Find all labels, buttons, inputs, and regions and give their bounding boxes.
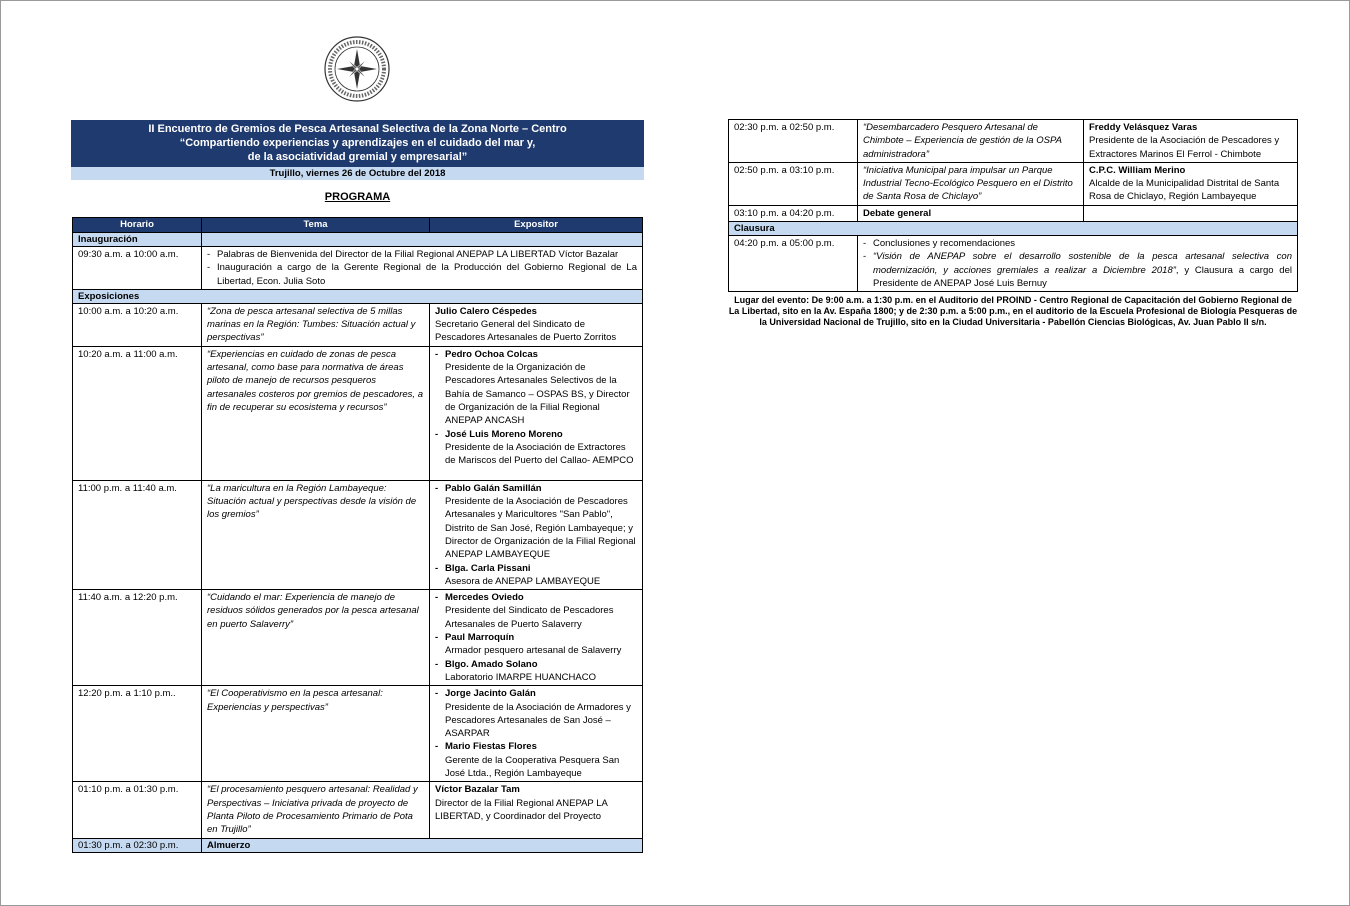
table-row	[73, 686, 643, 782]
row-tema: “Iniciativa Municipal para impulsar un Parque Industrial Tecno-Ecológico Pesquero en el Distrito de Santa Rosa de Chiclayo”	[858, 162, 1084, 205]
table-header-row	[73, 218, 643, 233]
table-row	[73, 782, 643, 838]
list-item: - Conclusiones y recomendaciones	[863, 237, 1292, 250]
row-time: 02:50 p.m. a 03:10 p.m.	[729, 162, 858, 205]
closing-talk-rest: , y Clausura a cargo del Presidente de ANEPAP José Luis Bernuy	[873, 264, 1292, 289]
column-header-horario: Horario	[73, 218, 202, 233]
event-date: Trujillo, viernes 26 de Octubre del 2018	[71, 167, 644, 180]
row-expositor	[430, 590, 643, 686]
speaker-name: - Blga. Carla Pissani	[435, 562, 637, 575]
speaker-name: Víctor Bazalar Tam	[435, 784, 520, 796]
list-item: - Inauguración a cargo de la Gerente Regional de la Producción del Gobierno Regional de La Libertad, Econ. Julia Soto	[207, 261, 637, 288]
row-time: 01:30 p.m. a 02:30 p.m.	[73, 838, 202, 852]
speaker-name: - Jorge Jacinto Galán	[435, 687, 637, 700]
table-row	[729, 205, 1298, 221]
speaker-name: Freddy Velásquez Varas	[1089, 122, 1198, 133]
anepap-compass-seal-icon	[322, 34, 392, 104]
speaker-name: C.P.C. William Merino	[1089, 164, 1186, 176]
program-table-left	[72, 217, 643, 853]
speaker-name: - Blgo. Amado Solano	[435, 658, 637, 671]
event-title-line-3: de la asociatividad gremial y empresarial”	[247, 151, 468, 163]
row-content	[858, 236, 1298, 292]
table-row-almuerzo	[73, 838, 643, 852]
section-label: Exposiciones	[73, 289, 643, 303]
list-item	[863, 250, 1292, 290]
row-tema: “Desembarcadero Pesquero Artesanal de Chimbote – Experiencia de gestión de la OSPA administradora”	[858, 120, 1084, 163]
row-tema: “Zona de pesca artesanal selectiva de 5 millas marinas en la Región: Tumbes: Situación actual y perspectivas”	[202, 303, 430, 346]
list-item: - Palabras de Bienvenida del Director de la Filial Regional ANEPAP LA LIBERTAD Víctor Bazalar	[207, 248, 637, 261]
row-time: 11:40 a.m. a 12:20 p.m.	[73, 590, 202, 686]
row-expositor	[430, 782, 643, 838]
speaker-desc: Presidente de la Asociación de Pescadores Artesanales y Maricultores "San Pablo", Distrito de San José, Región Lambayeque; y Director de Organización de la Filial Regional ANEPAP LAMBAYEQUE	[445, 496, 636, 561]
row-time: 12:20 p.m. a 1:10 p.m..	[73, 686, 202, 782]
event-title-line-1: II Encuentro de Gremios de Pesca Artesanal Selectiva de la Zona Norte – Centro	[148, 123, 567, 135]
row-expositor	[1084, 120, 1298, 163]
program-table-right	[728, 119, 1298, 292]
row-expositor	[1084, 162, 1298, 205]
speaker-name: - Mercedes Oviedo	[435, 591, 637, 604]
row-time: 09:30 a.m. a 10:00 a.m.	[73, 247, 202, 290]
table-row	[73, 480, 643, 589]
row-time: 01:10 p.m. a 01:30 p.m.	[73, 782, 202, 838]
table-row	[73, 346, 643, 480]
speaker-name: Julio Calero Céspedes	[435, 305, 537, 317]
speaker-desc: Alcalde de la Municipalidad Distrital de Santa Rosa de Chiclayo, Región Lambayeque	[1089, 178, 1280, 203]
row-time: 02:30 p.m. a 02:50 p.m.	[729, 120, 858, 163]
row-expositor	[430, 346, 643, 480]
table-row	[729, 236, 1298, 292]
column-header-tema: Tema	[202, 218, 430, 233]
section-row-exposiciones	[73, 289, 643, 303]
row-time: 10:20 a.m. a 11:00 a.m.	[73, 346, 202, 480]
speaker-desc: Presidente del Sindicato de Pescadores Artesanales de Puerto Salaverry	[445, 605, 614, 630]
speaker-desc: Gerente de la Cooperativa Pesquera San José Ltda., Región Lambayeque	[445, 754, 620, 780]
table-row	[729, 162, 1298, 205]
table-row	[73, 247, 643, 290]
row-time: 11:00 p.m. a 11:40 a.m.	[73, 480, 202, 589]
row-label: Almuerzo	[202, 838, 643, 852]
speaker-desc: Asesora de ANEPAP LAMBAYEQUE	[445, 575, 601, 587]
row-tema: “Experiencias en cuidado de zonas de pesca artesanal, como base para normativa de áreas piloto de manejo de recursos pesqueros artesanales costeros por gremios de pescadores, a fin de recuperar su ecosistema y recursos”	[202, 346, 430, 480]
speaker-desc: Presidente de la Asociación de Pescadores y Extractores Marinos El Ferrol - Chimbote	[1089, 135, 1280, 160]
section-label: Inauguración	[73, 233, 202, 247]
speaker-desc: Presidente de la Asociación de Extractores de Mariscos del Puerto del Callao- AEMPCO	[445, 441, 634, 467]
speaker-desc: Secretario General del Sindicato de Pescadores Artesanales de Puerto Zorritos	[435, 319, 617, 344]
speaker-desc: Armador pesquero artesanal de Salaverry	[445, 645, 622, 657]
row-tema: “La maricultura en la Región Lambayeque: Situación actual y perspectivas desde la visión de los gremios”	[202, 480, 430, 589]
row-tema: “El procesamiento pesquero artesanal: Realidad y Perspectivas – Iniciativa privada de proyecto de Planta Piloto de Procesamiento Primario de Pota en Trujillo”	[202, 782, 430, 838]
column-header-expositor: Expositor	[430, 218, 643, 233]
speaker-name: - Mario Fiestas Flores	[435, 740, 637, 753]
speaker-name: - Pedro Ochoa Colcas	[435, 348, 637, 361]
speaker-desc: Laboratorio IMARPE HUANCHACO	[445, 671, 596, 683]
event-title-block	[71, 120, 644, 167]
programa-heading: PROGRAMA	[324, 191, 391, 203]
row-time: 03:10 p.m. a 04:20 p.m.	[729, 205, 858, 221]
speaker-name: - José Luis Moreno Moreno	[435, 428, 637, 441]
speaker-name: - Pablo Galán Samillán	[435, 482, 637, 495]
row-tema: “Cuidando el mar: Experiencia de manejo de residuos sólidos generados por la pesca artesanal en puerto Salaverry”	[202, 590, 430, 686]
section-row-inauguracion	[73, 233, 643, 247]
row-tema: “El Cooperativismo en la pesca artesanal: Experiencias y perspectivas”	[202, 686, 430, 782]
row-label: Debate general	[858, 205, 1084, 221]
section-row-clausura	[729, 222, 1298, 236]
row-expositor	[430, 480, 643, 589]
row-time: 04:20 p.m. a 05:00 p.m.	[729, 236, 858, 292]
table-row	[73, 303, 643, 346]
speaker-desc: Director de la Filial Regional ANEPAP LA LIBERTAD, y Coordinador del Proyecto	[435, 797, 608, 822]
closing-talk-title: “Visión de ANEPAP sobre el desarrollo sostenible de la pesca artesanal selectiva con modernización, y acciones gremiales a realizar a Diciembre 2018”	[873, 251, 1292, 276]
row-expositor	[430, 686, 643, 782]
row-time: 10:00 a.m. a 10:20 a.m.	[73, 303, 202, 346]
event-title-line-2: “Compartiendo experiencias y aprendizajes en el cuidado del mar y,	[179, 137, 536, 149]
speaker-desc: Presidente de la Asociación de Armadores y Pescadores Artesanales de San José – ASARPAR	[445, 701, 631, 740]
table-row	[729, 120, 1298, 163]
event-venue: Lugar del evento: De 9:00 a.m. a 1:30 p.m. en el Auditorio del PROIND - Centro Regional de Capacitación del Gobierno Regional de La Libertad, sito en la Av. España 1800; y de 2:30 p.m. a 5:00 p.m., en el auditorio de la Escuela Profesional de Biología Pesqueras de la Universidad Nacional de Trujillo, sito en la Ciudad Universitaria - Pabellón Ciencias Biológicas, Av. Juan Pablo II s/n.	[728, 295, 1298, 327]
row-content	[202, 247, 643, 290]
table-row	[73, 590, 643, 686]
speaker-name: - Paul Marroquín	[435, 631, 637, 644]
section-label: Clausura	[729, 222, 1298, 236]
row-expositor	[430, 303, 643, 346]
speaker-desc: Presidente de la Organización de Pescadores Artesanales Selectivos de la Bahía de Samanco – OSPAS BS, y Director de Organización de la Filial Regional ANEPAP ANCASH	[445, 362, 630, 427]
